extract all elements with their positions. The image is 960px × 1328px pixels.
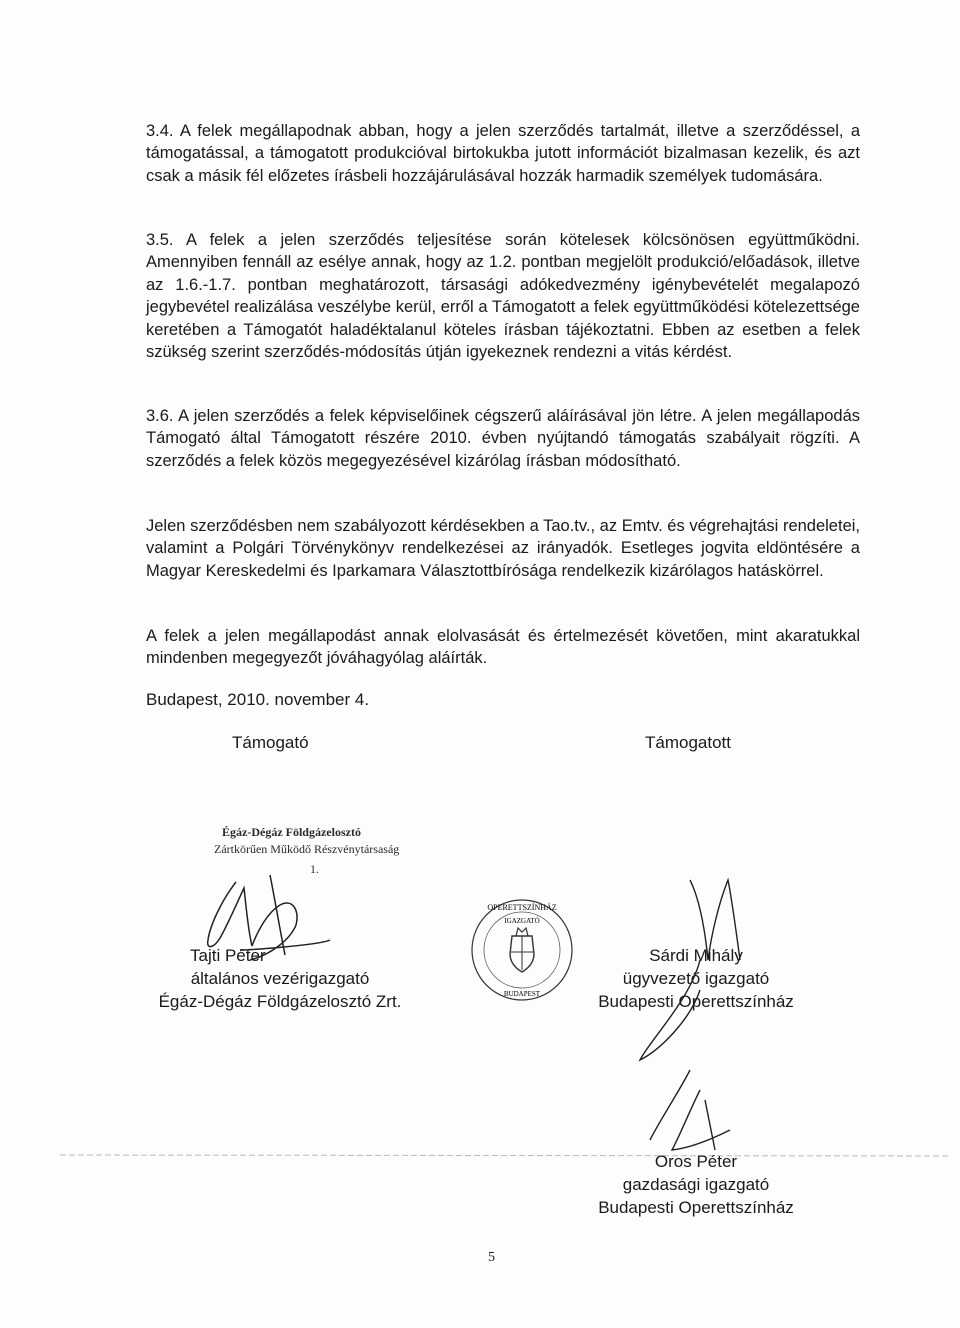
paragraph-approval: A felek a jelen megállapodást annak elolvasását és értelmezését követően, mint akaratukkal mindenben megegyezőt jóváhagyólag aláírták. [146, 627, 860, 668]
company-stamp-line1: Égáz-Dégáz Földgázelosztó [222, 825, 361, 839]
signatory-left-org: Égáz-Dégáz Földgázelosztó Zrt. [158, 992, 402, 1011]
signing-date: Budapest, 2010. november 4. [146, 690, 370, 709]
signatory-left [130, 944, 430, 1013]
signatory-left-title: általános vezérigazgató [190, 969, 370, 988]
seal-text-top: OPERETTSZÍNHÁZ [487, 903, 557, 912]
company-stamp-line2: Zártkörűen Működő Részvénytársaság [214, 842, 400, 856]
signature-oros [650, 1070, 730, 1150]
signatory-right1 [576, 944, 816, 1013]
signatory-right2 [576, 1150, 816, 1219]
company-stamp-line3: 1. [310, 862, 319, 876]
signatory-right2-title: gazdasági igazgató [622, 1175, 770, 1194]
supported-label: Támogatott [645, 733, 731, 752]
paragraph-3-6: 3.6. A jelen szerződés a felek képviselőinek cégszerű aláírásával jön létre. A jelen megállapodás Támogató által Támogatott részére 2010. évben nyújtandó támogatás szabályait rögzíti. A szerződés a felek közös megegyezésével kizárólag írásban módosítható. [146, 407, 860, 470]
supporter-label: Támogató [232, 733, 309, 752]
signatory-right1-name: Sárdi Mihály [649, 946, 743, 965]
seal-text-bottom: BUDAPEST [503, 990, 541, 998]
signatory-right1-title: ügyvezető igazgató [622, 969, 770, 988]
paragraph-3-4: 3.4. A felek megállapodnak abban, hogy a jelen szerződés tartalmát, illetve a szerződéssel, a támogatással, a támogatott produkcióval birtokukba jutott információt bizalmasan kezelik, és azt csak a másik fél előzetes írásbeli hozzájárulásával hozzák harmadik személyek tudomására. [146, 122, 860, 185]
page-number: 5 [488, 1250, 495, 1265]
official-seal [472, 900, 572, 1000]
signatory-right1-org: Budapesti Operettszínház [598, 992, 794, 1011]
paragraph-governing-law: Jelen szerződésben nem szabályozott kérdésekben a Tao.tv., az Emtv. és végrehajtási rendeletei, valamint a Polgári Törvénykönyv rendelkezései az irányadók. Esetleges jogvita eldöntésére a Magyar Kereskedelmi és Iparkamara Választottbírósága rendelkezik kizárólagos hatáskörrel. [146, 517, 860, 580]
signatory-right2-name: Oros Péter [654, 1152, 738, 1171]
paragraph-3-5: 3.5. A felek a jelen szerződés teljesítése során kötelesek kölcsönösen együttműködni. Amennyiben fennáll az esélye annak, hogy az 1.2. pontban megjelölt produkció/előadások, illetve az 1.6.-1.7. pontban meghatározott, társasági adókedvezmény igénybevételét megalapozó jegybevétel realizálása veszélybe kerül, erről a Támogatott a felek együttműködési kötelezettsége keretében a Támogatót haladéktalanul köteles írásban tájékoztatni. Ebben az esetben a felek szükség szerint szerződés-módosítás útján igyekeznek rendezni a vitás kérdést. [146, 231, 860, 362]
seal-text-mid: IGAZGATÓ [504, 917, 540, 925]
signatory-right2-org: Budapesti Operettszínház [598, 1198, 794, 1217]
signatory-left-name: Tajti Péter [190, 946, 266, 965]
